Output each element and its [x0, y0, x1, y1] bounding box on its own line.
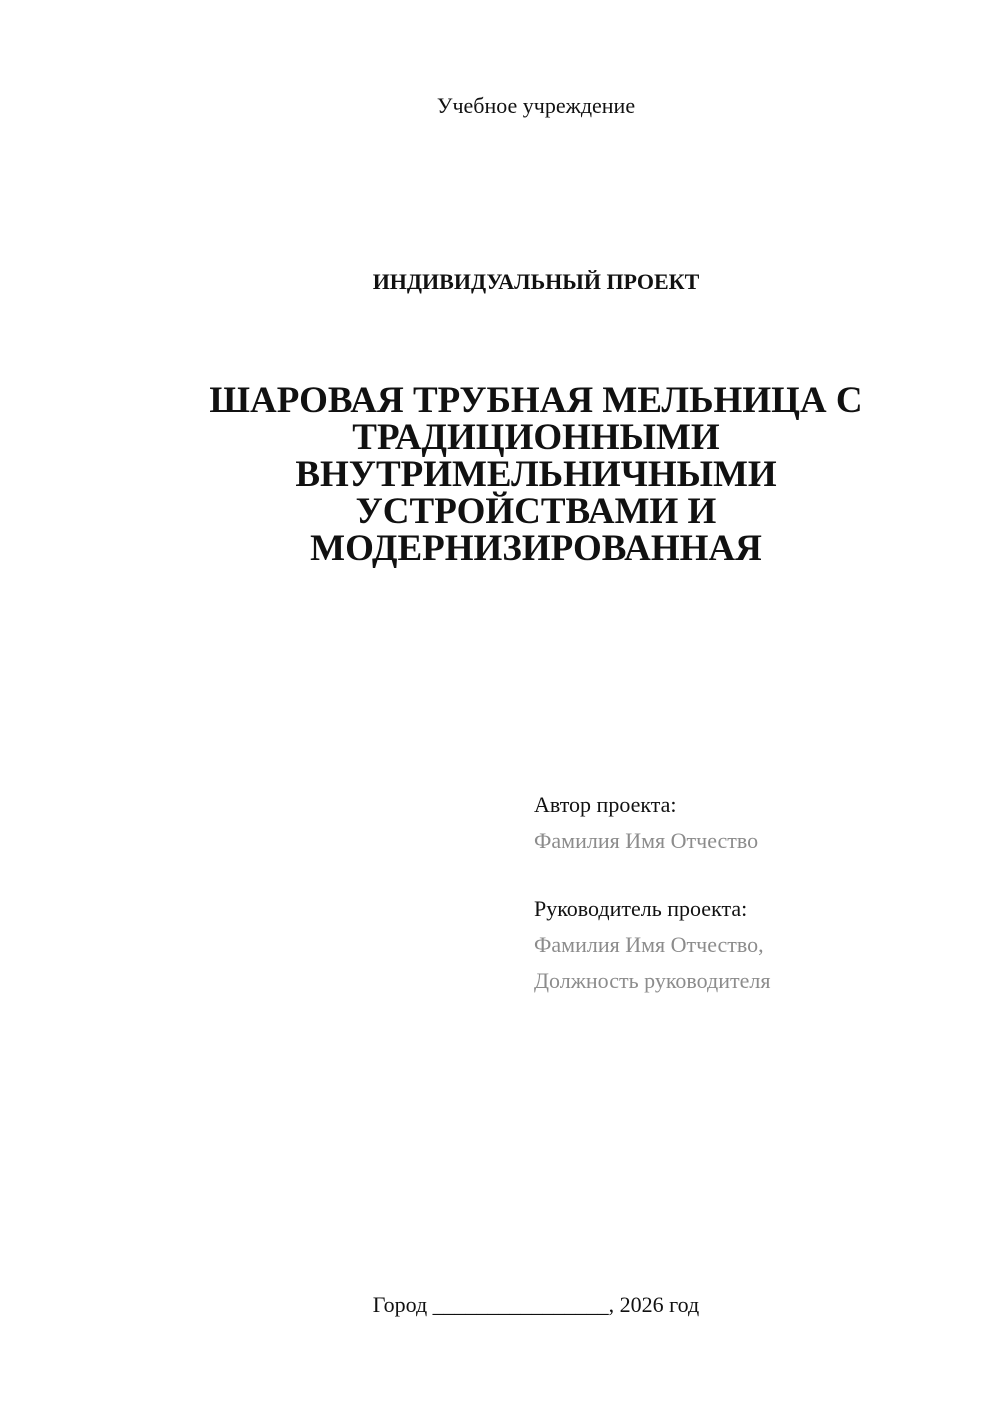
- authors-block: [534, 787, 974, 999]
- supervisor-position: Должность руководителя: [534, 968, 771, 993]
- title-line: ШАРОВАЯ ТРУБНАЯ МЕЛЬНИЦА С: [209, 380, 863, 421]
- city-year-footer: Город ________________, 2026 год: [372, 1292, 700, 1317]
- spacer: [534, 859, 974, 891]
- project-title: [180, 382, 892, 567]
- title-line: ТРАДИЦИОННЫМИ: [352, 417, 720, 458]
- title-line: ВНУТРИМЕЛЬНИЧНЫМИ: [295, 454, 777, 495]
- supervisor-name: Фамилия Имя Отчество,: [534, 932, 764, 957]
- institution-name: Учебное учреждение: [436, 93, 636, 118]
- title-line: УСТРОЙСТВАМИ И: [355, 491, 717, 532]
- author-label: Автор проекта:: [534, 792, 677, 817]
- title-line: МОДЕРНИЗИРОВАННАЯ: [310, 528, 762, 569]
- supervisor-label: Руководитель проекта:: [534, 896, 748, 921]
- author-name: Фамилия Имя Отчество: [534, 828, 759, 853]
- document-type: ИНДИВИДУАЛЬНЫЙ ПРОЕКТ: [372, 269, 700, 294]
